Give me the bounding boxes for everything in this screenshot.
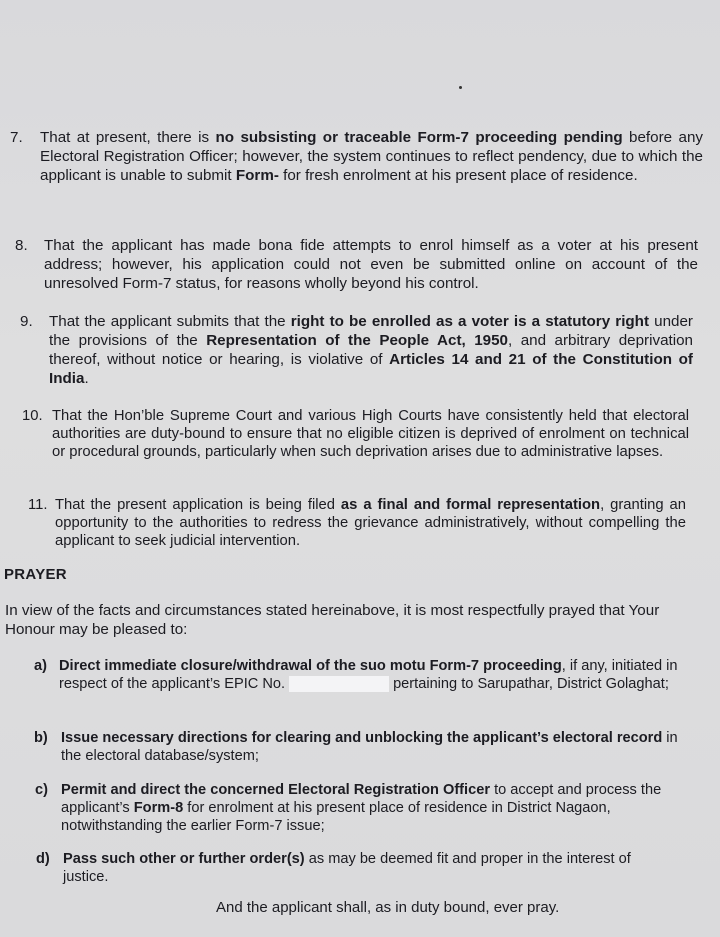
paragraph-text: That at present, there is [40,129,216,146]
paragraph-text: for fresh enrolment at his present place of residence. [278,167,638,184]
prayer-emphasis: Direct immediate closure/withdrawal of the suo motu Form-7 proceeding [59,658,562,674]
paragraph-emphasis: as a final and formal representation [340,497,601,513]
prayer-text: to accept and process the applicant’s [61,782,662,816]
prayer-item-b [34,729,684,765]
paragraph-emphasis: no subsisting or traceable Form-7 proceeding pending [215,129,623,146]
prayer-intro: In view of the facts and circumstances stated hereinabove, it is most respectfully prayed that Your Honour may be pleased to: [5,602,660,638]
paragraph-number: 8. [15,237,28,254]
paragraph-text: under the provisions of the [49,313,693,349]
paragraph-8 [15,236,698,293]
paragraph-emphasis: Articles 14 and 21 of the Constitution of India [49,351,693,387]
prayer-emphasis: Permit and direct the concerned Electoral Registration Officer [61,782,491,798]
paragraph-11 [28,496,686,550]
closing-line: And the applicant shall, as in duty bound, ever pray. [216,899,560,916]
paragraph-text: , and arbitrary deprivation thereof, without notice or hearing, is violative of [49,332,694,368]
prayer-label: b) [34,730,48,746]
prayer-emphasis: Issue necessary directions for clearing and unblocking the applicant’s electoral record [61,730,663,746]
paragraph-number: 11. [28,497,48,513]
paragraph-text: That the present application is being filed [55,497,341,513]
prayer-heading: PRAYER [4,566,67,583]
prayer-text: pertaining to Sarupathar, District Golaghat; [393,676,669,692]
paragraph-text: That the applicant submits that the [49,313,291,330]
prayer-text: , if any, initiated in respect of the applicant’s EPIC No. [59,658,678,692]
prayer-emphasis: Pass such other or further order(s) [63,851,305,867]
prayer-text: as may be deemed fit and proper in the interest of justice. [63,851,631,885]
prayer-item-d [36,850,676,886]
prayer-label: a) [34,658,47,674]
paragraph-text: . [84,370,89,387]
prayer-item-c [35,781,680,835]
paragraph-number: 9. [20,313,33,330]
paragraph-text: , granting an opportunity to the authorities to redress the grievance administratively, without compelling the applicant to seek judicial intervention. [55,497,686,549]
paragraph-emphasis: Form- [235,167,279,184]
paragraph-emphasis: Representation of the People Act, 1950 [206,332,508,349]
speck-mark [459,86,462,89]
paragraph-number: 10. [22,408,43,424]
prayer-emphasis: Form-8 [133,800,184,816]
prayer-text: for enrolment at his present place of residence in District Nagaon, notwithstanding the earlier Form-7 issue; [61,800,611,834]
prayer-label: c) [35,782,48,798]
paragraph-7 [10,128,703,185]
paragraph-text: before any Electoral Registration Officer; however, the system continues to reflect pendency, due to which the applicant is unable to submit [40,129,703,184]
prayer-text: in the electoral database/system; [61,730,678,764]
prayer-item-a [34,657,684,693]
paragraph-9 [20,312,693,388]
prayer-label: d) [36,851,50,867]
redacted-epic-number [289,676,389,692]
paragraph-emphasis: right to be enrolled as a voter is a statutory right [290,313,650,330]
paragraph-number: 7. [10,129,23,146]
paragraph-10 [22,407,689,461]
paragraph-text: That the Hon’ble Supreme Court and various High Courts have consistently held that electoral authorities are duty-bound to ensure that no eligible citizen is deprived of enrolment on technical or procedural grounds, particularly when such deprivation arises due to administrative lapses. [52,408,689,460]
paragraph-text: That the applicant has made bona fide attempts to enrol himself as a voter at his present address; however, his application could not even be submitted online on account of the unresolved Form-7 status, for reasons wholly beyond his control. [44,237,698,292]
